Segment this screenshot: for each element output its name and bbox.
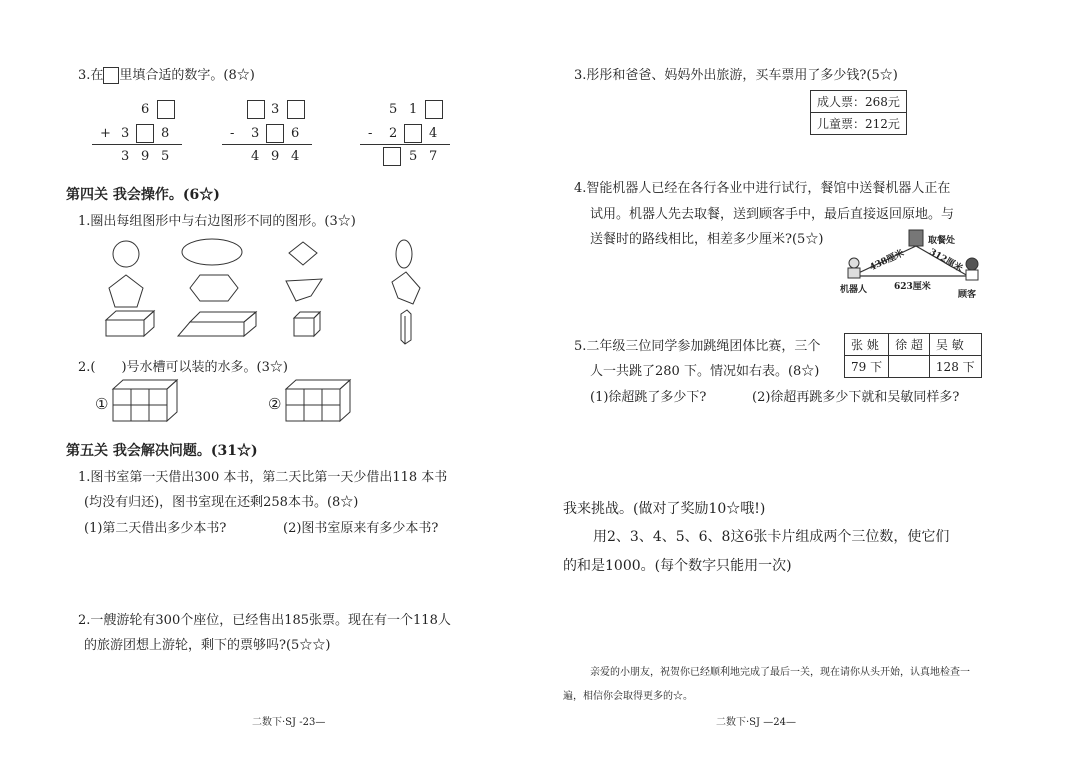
left-page-footer: 二数下·SJ -23—: [252, 717, 326, 728]
customer-icon: [966, 258, 978, 280]
closing-note-line1: 亲爱的小朋友，祝贺你已经顺利地完成了最后一关，现在请你从头开始，认真地检查一: [590, 667, 970, 678]
r-q4-line2: 试用。机器人先去取餐，送到顾客手中，最后直接返回原地。与: [590, 207, 955, 222]
r-q5-line1: 5.二年级三位同学参加跳绳团体比赛，三个: [574, 339, 821, 354]
sec5-q2-line2: 的旅游团想上游轮，剩下的票够吗?(5☆☆): [84, 638, 331, 653]
distance-312: 312厘米: [927, 247, 965, 275]
adult-ticket-price: 成人票：268元: [811, 91, 906, 113]
challenge-line1: 用2、3、4、5、6、8这6张卡片组成两个三位数，使它们: [593, 529, 950, 545]
sec5-q1-sub1: (1)第二天借出多少本书?: [84, 521, 227, 536]
tank-1-label: ①: [95, 395, 109, 413]
challenge-line2: 的和是1000。(每个数字只能用一次): [563, 558, 792, 574]
r-q3-text: 3.彤彤和爸爸、妈妈外出旅游，买车票用了多少钱?(5☆): [574, 68, 898, 83]
sec5-q1-line2: (均没有归还)，图书室现在还剩258本书。(8☆): [84, 495, 359, 510]
distance-623: 623厘米: [894, 282, 931, 292]
challenge-title: 我来挑战。(做对了奖励10☆哦!): [563, 501, 766, 517]
q3-title: 3.在 里填合适的数字。(8☆): [78, 68, 255, 83]
section-5-title: 第五关 我会解决问题。(31☆): [66, 443, 258, 459]
header-xu-chao: 徐 超: [889, 334, 930, 356]
header-wu-min: 吴 敏: [929, 334, 981, 356]
sec5-q1-sub2: (2)图书室原来有多少本书?: [283, 521, 439, 536]
section-4-title: 第四关 我会操作。(6☆): [66, 187, 220, 203]
robot-label: 机器人: [840, 285, 868, 295]
pickup-label: 取餐处: [928, 236, 956, 246]
distance-438: 438厘米: [868, 248, 906, 274]
sec5-q2-line1: 2.一艘游轮有300个座位，已经售出185张票。现在有一个118人: [78, 613, 451, 628]
child-ticket-price: 儿童票：212元: [817, 117, 900, 131]
header-zhang-yao: 张 姚: [845, 334, 889, 356]
rope-skipping-table: [844, 333, 982, 378]
r-q4-line1: 4.智能机器人已经在各行各业中进行试行，餐馆中送餐机器人正在: [574, 181, 951, 196]
right-page-footer: 二数下·SJ —24—: [716, 717, 796, 728]
customer-label: 顾客: [958, 290, 977, 300]
tank-2-label: ②: [268, 395, 282, 413]
value-zhang-yao: 79 下: [845, 356, 889, 378]
value-wu-min: 128 下: [929, 356, 981, 378]
closing-note-line2: 遍，相信你会取得更多的☆。: [563, 691, 693, 702]
sec4-q1-text: 1.圈出每组图形中与右边图形不同的图形。(3☆): [78, 214, 356, 229]
value-xu-chao[interactable]: [889, 356, 930, 378]
r-q5-sub1: (1)徐超跳了多少下?: [590, 390, 707, 405]
r-q5-line2: 人一共跳了280 下。情况如右表。(8☆): [590, 364, 820, 379]
robot-icon: [848, 258, 860, 278]
sec4-q2-text: 2.( )号水槽可以装的水多。(3☆): [78, 360, 288, 375]
pickup-counter-icon: [909, 230, 923, 246]
sec5-q1-line1: 1.图书室第一天借出300 本书，第二天比第一天少借出118 本书: [78, 470, 448, 485]
r-q5-sub2: (2)徐超再跳多少下就和吴敏同样多?: [752, 390, 960, 405]
r-q4-line3: 送餐时的路线相比，相差多少厘米?(5☆): [590, 232, 824, 247]
